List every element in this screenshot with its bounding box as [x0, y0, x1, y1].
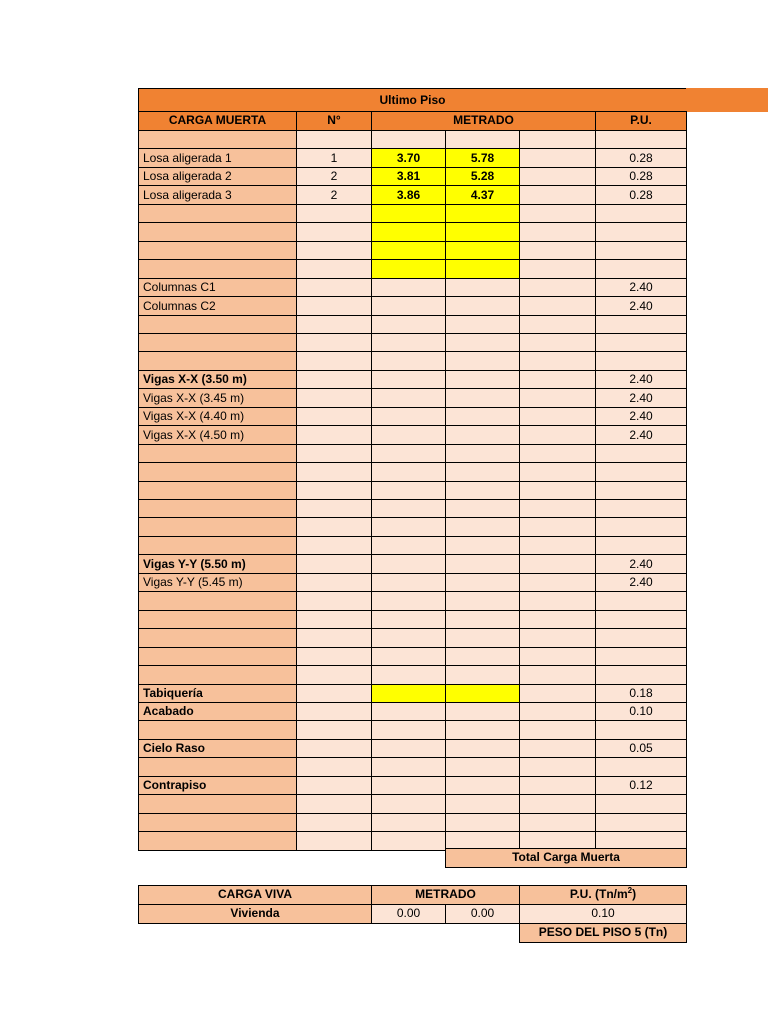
row-label[interactable]: [138, 628, 297, 648]
row-label[interactable]: Vigas Y-Y (5.45 m): [138, 573, 297, 592]
row-pu[interactable]: [595, 647, 687, 666]
row-metrado-2[interactable]: [445, 665, 520, 685]
row-numero[interactable]: 1: [296, 148, 372, 168]
row-metrado-3[interactable]: [519, 499, 596, 518]
row-numero[interactable]: [296, 204, 372, 223]
row-numero[interactable]: [296, 647, 372, 666]
row-metrado-2[interactable]: [445, 425, 520, 445]
row-metrado-1[interactable]: [371, 222, 446, 242]
row-metrado-3[interactable]: [519, 757, 596, 777]
row-label[interactable]: [138, 222, 297, 242]
row-metrado-3[interactable]: [519, 794, 596, 814]
row-label[interactable]: [138, 130, 297, 149]
row-metrado-1[interactable]: [371, 296, 446, 316]
row-numero[interactable]: [296, 462, 372, 482]
row-pu[interactable]: [595, 665, 687, 685]
row-metrado-3[interactable]: [519, 628, 596, 648]
row-metrado-3[interactable]: [519, 554, 596, 574]
row-metrado-3[interactable]: [519, 684, 596, 703]
row-metrado-3[interactable]: [519, 407, 596, 426]
row-metrado-1[interactable]: [371, 315, 446, 334]
header-cv-pu: P.U. $(Tn/m^2)$: [519, 885, 687, 905]
row-metrado-1[interactable]: [371, 831, 446, 851]
row-metrado-1[interactable]: [371, 628, 446, 648]
row-metrado-3[interactable]: [519, 517, 596, 537]
row-metrado-1[interactable]: [371, 388, 446, 408]
vivienda-metrado-1: 0.00: [371, 904, 446, 924]
row-numero[interactable]: [296, 222, 372, 242]
row-pu[interactable]: [595, 444, 687, 463]
row-numero[interactable]: [296, 665, 372, 685]
row-metrado-3[interactable]: [519, 315, 596, 334]
row-pu[interactable]: 2.40: [595, 554, 687, 574]
row-metrado-1[interactable]: [371, 259, 446, 279]
row-metrado-1[interactable]: [371, 684, 446, 703]
row-metrado-2[interactable]: [445, 351, 520, 371]
row-pu[interactable]: [595, 499, 687, 518]
row-metrado-2[interactable]: [445, 462, 520, 482]
row-numero[interactable]: [296, 296, 372, 316]
row-metrado-3[interactable]: [519, 425, 596, 445]
row-numero[interactable]: [296, 278, 372, 297]
row-metrado-2[interactable]: [445, 536, 520, 555]
vivienda-label: Vivienda: [138, 904, 372, 924]
row-pu[interactable]: 0.05: [595, 739, 687, 758]
row-pu[interactable]: [595, 259, 687, 279]
row-metrado-3[interactable]: [519, 610, 596, 629]
row-numero[interactable]: [296, 333, 372, 352]
row-numero[interactable]: [296, 573, 372, 592]
row-metrado-1[interactable]: [371, 554, 446, 574]
row-numero[interactable]: [296, 425, 372, 445]
row-pu[interactable]: 2.40: [595, 296, 687, 316]
row-metrado-2[interactable]: [445, 370, 520, 389]
row-metrado-1[interactable]: [371, 444, 446, 463]
row-label[interactable]: Acabado: [138, 702, 297, 721]
row-pu[interactable]: 2.40: [595, 388, 687, 408]
header-numero: N°: [296, 111, 372, 131]
row-metrado-3[interactable]: [519, 222, 596, 242]
row-metrado-2[interactable]: [445, 315, 520, 334]
row-label[interactable]: Vigas X-X (4.40 m): [138, 407, 297, 426]
row-pu[interactable]: [595, 204, 687, 223]
row-numero[interactable]: [296, 259, 372, 279]
row-metrado-2[interactable]: 5.28: [445, 167, 520, 186]
row-label[interactable]: [138, 517, 297, 537]
row-metrado-1[interactable]: [371, 573, 446, 592]
row-label[interactable]: [138, 536, 297, 555]
row-numero[interactable]: [296, 241, 372, 260]
row-metrado-2[interactable]: [445, 204, 520, 223]
row-numero[interactable]: [296, 407, 372, 426]
row-metrado-1[interactable]: [371, 665, 446, 685]
row-numero[interactable]: [296, 536, 372, 555]
row-label[interactable]: [138, 757, 297, 777]
row-label[interactable]: [138, 444, 297, 463]
row-metrado-3[interactable]: [519, 481, 596, 500]
row-metrado-3[interactable]: [519, 241, 596, 260]
row-label[interactable]: [138, 813, 297, 832]
row-pu[interactable]: [595, 536, 687, 555]
row-metrado-2[interactable]: [445, 130, 520, 149]
row-pu[interactable]: [595, 351, 687, 371]
row-metrado-1[interactable]: [371, 794, 446, 814]
row-numero[interactable]: [296, 388, 372, 408]
row-metrado-2[interactable]: [445, 591, 520, 611]
row-metrado-2[interactable]: [445, 333, 520, 352]
row-metrado-2[interactable]: [445, 554, 520, 574]
row-metrado-2[interactable]: [445, 388, 520, 408]
row-numero[interactable]: [296, 720, 372, 740]
row-label[interactable]: [138, 481, 297, 500]
row-numero[interactable]: 2: [296, 167, 372, 186]
row-metrado-3[interactable]: [519, 739, 596, 758]
row-metrado-3[interactable]: [519, 259, 596, 279]
row-metrado-1[interactable]: [371, 481, 446, 500]
row-metrado-3[interactable]: [519, 351, 596, 371]
row-metrado-2[interactable]: 4.37: [445, 185, 520, 205]
row-label[interactable]: Cielo Raso: [138, 739, 297, 758]
row-pu[interactable]: 0.28: [595, 167, 687, 186]
row-metrado-2[interactable]: [445, 739, 520, 758]
peso-piso-label: PESO DEL PISO 5 (Tn): [519, 923, 687, 943]
row-label[interactable]: Vigas X-X (3.45 m): [138, 388, 297, 408]
row-pu[interactable]: [595, 794, 687, 814]
row-metrado-2[interactable]: [445, 720, 520, 740]
row-label[interactable]: [138, 462, 297, 482]
row-label[interactable]: Columnas C1: [138, 278, 297, 297]
row-metrado-3[interactable]: [519, 278, 596, 297]
header-metrado: METRADO: [371, 111, 596, 131]
row-label[interactable]: [138, 241, 297, 260]
row-metrado-2[interactable]: [445, 757, 520, 777]
row-metrado-2[interactable]: [445, 296, 520, 316]
row-label[interactable]: [138, 351, 297, 371]
row-pu[interactable]: 2.40: [595, 407, 687, 426]
row-pu[interactable]: 2.40: [595, 573, 687, 592]
row-metrado-1[interactable]: 3.86: [371, 185, 446, 205]
row-metrado-3[interactable]: [519, 333, 596, 352]
row-pu[interactable]: 2.40: [595, 278, 687, 297]
row-pu[interactable]: [595, 315, 687, 334]
row-metrado-3[interactable]: [519, 665, 596, 685]
row-numero[interactable]: [296, 628, 372, 648]
row-label[interactable]: [138, 333, 297, 352]
row-label[interactable]: [138, 647, 297, 666]
row-metrado-1[interactable]: [371, 757, 446, 777]
row-label[interactable]: [138, 499, 297, 518]
row-metrado-1[interactable]: [371, 776, 446, 795]
row-metrado-2[interactable]: [445, 222, 520, 242]
row-numero[interactable]: [296, 481, 372, 500]
row-metrado-3[interactable]: [519, 204, 596, 223]
row-numero[interactable]: [296, 591, 372, 611]
row-label[interactable]: Losa aligerada 3: [138, 185, 297, 205]
row-metrado-1[interactable]: [371, 702, 446, 721]
row-pu[interactable]: [595, 628, 687, 648]
row-pu[interactable]: [595, 481, 687, 500]
row-metrado-1[interactable]: 3.81: [371, 167, 446, 186]
row-metrado-1[interactable]: [371, 499, 446, 518]
vivienda-metrado-2: 0.00: [445, 904, 520, 924]
sheet-title: Ultimo Piso: [138, 88, 687, 112]
row-metrado-2[interactable]: [445, 481, 520, 500]
row-metrado-2[interactable]: [445, 610, 520, 629]
row-metrado-2[interactable]: [445, 499, 520, 518]
row-metrado-2[interactable]: [445, 813, 520, 832]
row-metrado-2[interactable]: [445, 517, 520, 537]
row-metrado-3[interactable]: [519, 130, 596, 149]
row-pu[interactable]: 0.28: [595, 148, 687, 168]
row-metrado-2[interactable]: [445, 444, 520, 463]
row-numero[interactable]: [296, 776, 372, 795]
row-metrado-3[interactable]: [519, 185, 596, 205]
row-metrado-3[interactable]: [519, 148, 596, 168]
row-metrado-1[interactable]: [371, 462, 446, 482]
row-metrado-2[interactable]: [445, 702, 520, 721]
row-label[interactable]: Losa aligerada 2: [138, 167, 297, 186]
vivienda-pu: 0.10: [519, 904, 687, 924]
row-numero[interactable]: [296, 444, 372, 463]
row-metrado-3[interactable]: [519, 536, 596, 555]
row-metrado-1[interactable]: [371, 813, 446, 832]
row-label[interactable]: [138, 610, 297, 629]
row-metrado-1[interactable]: [371, 204, 446, 223]
row-label[interactable]: Losa aligerada 1: [138, 148, 297, 168]
row-pu[interactable]: [595, 462, 687, 482]
header-carga-muerta: CARGA MUERTA: [138, 111, 297, 131]
row-numero[interactable]: [296, 739, 372, 758]
row-metrado-1[interactable]: [371, 351, 446, 371]
row-metrado-1[interactable]: [371, 370, 446, 389]
row-metrado-2[interactable]: [445, 684, 520, 703]
row-label[interactable]: Vigas Y-Y (5.50 m): [138, 554, 297, 574]
header-pu: P.U.: [595, 111, 687, 131]
row-pu[interactable]: 2.40: [595, 370, 687, 389]
row-metrado-1[interactable]: [371, 720, 446, 740]
row-pu[interactable]: 0.12: [595, 776, 687, 795]
row-metrado-2[interactable]: [445, 407, 520, 426]
row-metrado-3[interactable]: [519, 776, 596, 795]
row-metrado-3[interactable]: [519, 388, 596, 408]
row-metrado-2[interactable]: [445, 776, 520, 795]
row-label[interactable]: [138, 665, 297, 685]
row-metrado-3[interactable]: [519, 591, 596, 611]
row-pu[interactable]: 0.28: [595, 185, 687, 205]
row-numero[interactable]: [296, 554, 372, 574]
row-metrado-3[interactable]: [519, 167, 596, 186]
row-metrado-2[interactable]: [445, 628, 520, 648]
row-metrado-2[interactable]: [445, 241, 520, 260]
row-label[interactable]: Vigas X-X (4.50 m): [138, 425, 297, 445]
row-metrado-2[interactable]: [445, 259, 520, 279]
row-pu[interactable]: [595, 517, 687, 537]
row-metrado-3[interactable]: [519, 370, 596, 389]
row-pu[interactable]: 0.10: [595, 702, 687, 721]
row-pu[interactable]: [595, 720, 687, 740]
header-cv-metrado: METRADO: [371, 885, 520, 905]
title-bar-extension: [686, 88, 768, 112]
row-pu[interactable]: [595, 222, 687, 242]
row-metrado-1[interactable]: [371, 610, 446, 629]
row-pu[interactable]: [595, 130, 687, 149]
row-numero[interactable]: [296, 757, 372, 777]
row-metrado-1[interactable]: [371, 591, 446, 611]
row-numero[interactable]: [296, 499, 372, 518]
row-label[interactable]: [138, 259, 297, 279]
row-pu[interactable]: [595, 333, 687, 352]
row-metrado-1[interactable]: [371, 278, 446, 297]
row-numero[interactable]: [296, 370, 372, 389]
row-metrado-2[interactable]: [445, 794, 520, 814]
row-numero[interactable]: [296, 517, 372, 537]
row-numero[interactable]: 2: [296, 185, 372, 205]
row-metrado-1[interactable]: [371, 739, 446, 758]
row-metrado-1[interactable]: [371, 647, 446, 666]
row-metrado-3[interactable]: [519, 444, 596, 463]
row-metrado-3[interactable]: [519, 573, 596, 592]
row-metrado-3[interactable]: [519, 296, 596, 316]
row-metrado-1[interactable]: [371, 241, 446, 260]
row-metrado-2[interactable]: [445, 278, 520, 297]
row-pu[interactable]: [595, 591, 687, 611]
row-pu[interactable]: [595, 241, 687, 260]
row-metrado-1[interactable]: [371, 425, 446, 445]
row-metrado-3[interactable]: [519, 720, 596, 740]
row-metrado-2[interactable]: 5.78: [445, 148, 520, 168]
row-metrado-2[interactable]: [445, 647, 520, 666]
row-pu[interactable]: [595, 610, 687, 629]
row-metrado-1[interactable]: 3.70: [371, 148, 446, 168]
row-numero[interactable]: [296, 794, 372, 814]
row-pu[interactable]: 2.40: [595, 425, 687, 445]
row-metrado-3[interactable]: [519, 647, 596, 666]
row-pu[interactable]: 0.18: [595, 684, 687, 703]
row-numero[interactable]: [296, 351, 372, 371]
row-numero[interactable]: [296, 130, 372, 149]
row-label[interactable]: [138, 591, 297, 611]
row-metrado-3[interactable]: [519, 462, 596, 482]
row-numero[interactable]: [296, 813, 372, 832]
total-carga-muerta-label: Total Carga Muerta: [445, 848, 687, 868]
row-metrado-1[interactable]: [371, 333, 446, 352]
row-label[interactable]: [138, 831, 297, 851]
row-numero[interactable]: [296, 684, 372, 703]
row-label[interactable]: [138, 315, 297, 334]
row-label[interactable]: Vigas X-X (3.50 m): [138, 370, 297, 389]
row-numero[interactable]: [296, 702, 372, 721]
row-numero[interactable]: [296, 610, 372, 629]
row-metrado-3[interactable]: [519, 813, 596, 832]
row-pu[interactable]: [595, 813, 687, 832]
header-carga-viva: CARGA VIVA: [138, 885, 372, 905]
row-numero[interactable]: [296, 315, 372, 334]
row-metrado-3[interactable]: [519, 702, 596, 721]
row-metrado-1[interactable]: [371, 130, 446, 149]
row-metrado-1[interactable]: [371, 407, 446, 426]
row-metrado-1[interactable]: [371, 536, 446, 555]
row-label[interactable]: [138, 204, 297, 223]
row-label[interactable]: Tabiquería: [138, 684, 297, 703]
row-label[interactable]: Columnas C2: [138, 296, 297, 316]
row-label[interactable]: Contrapiso: [138, 776, 297, 795]
row-label[interactable]: [138, 720, 297, 740]
row-numero[interactable]: [296, 831, 372, 851]
row-metrado-2[interactable]: [445, 573, 520, 592]
row-label[interactable]: [138, 794, 297, 814]
row-metrado-1[interactable]: [371, 517, 446, 537]
row-pu[interactable]: [595, 757, 687, 777]
